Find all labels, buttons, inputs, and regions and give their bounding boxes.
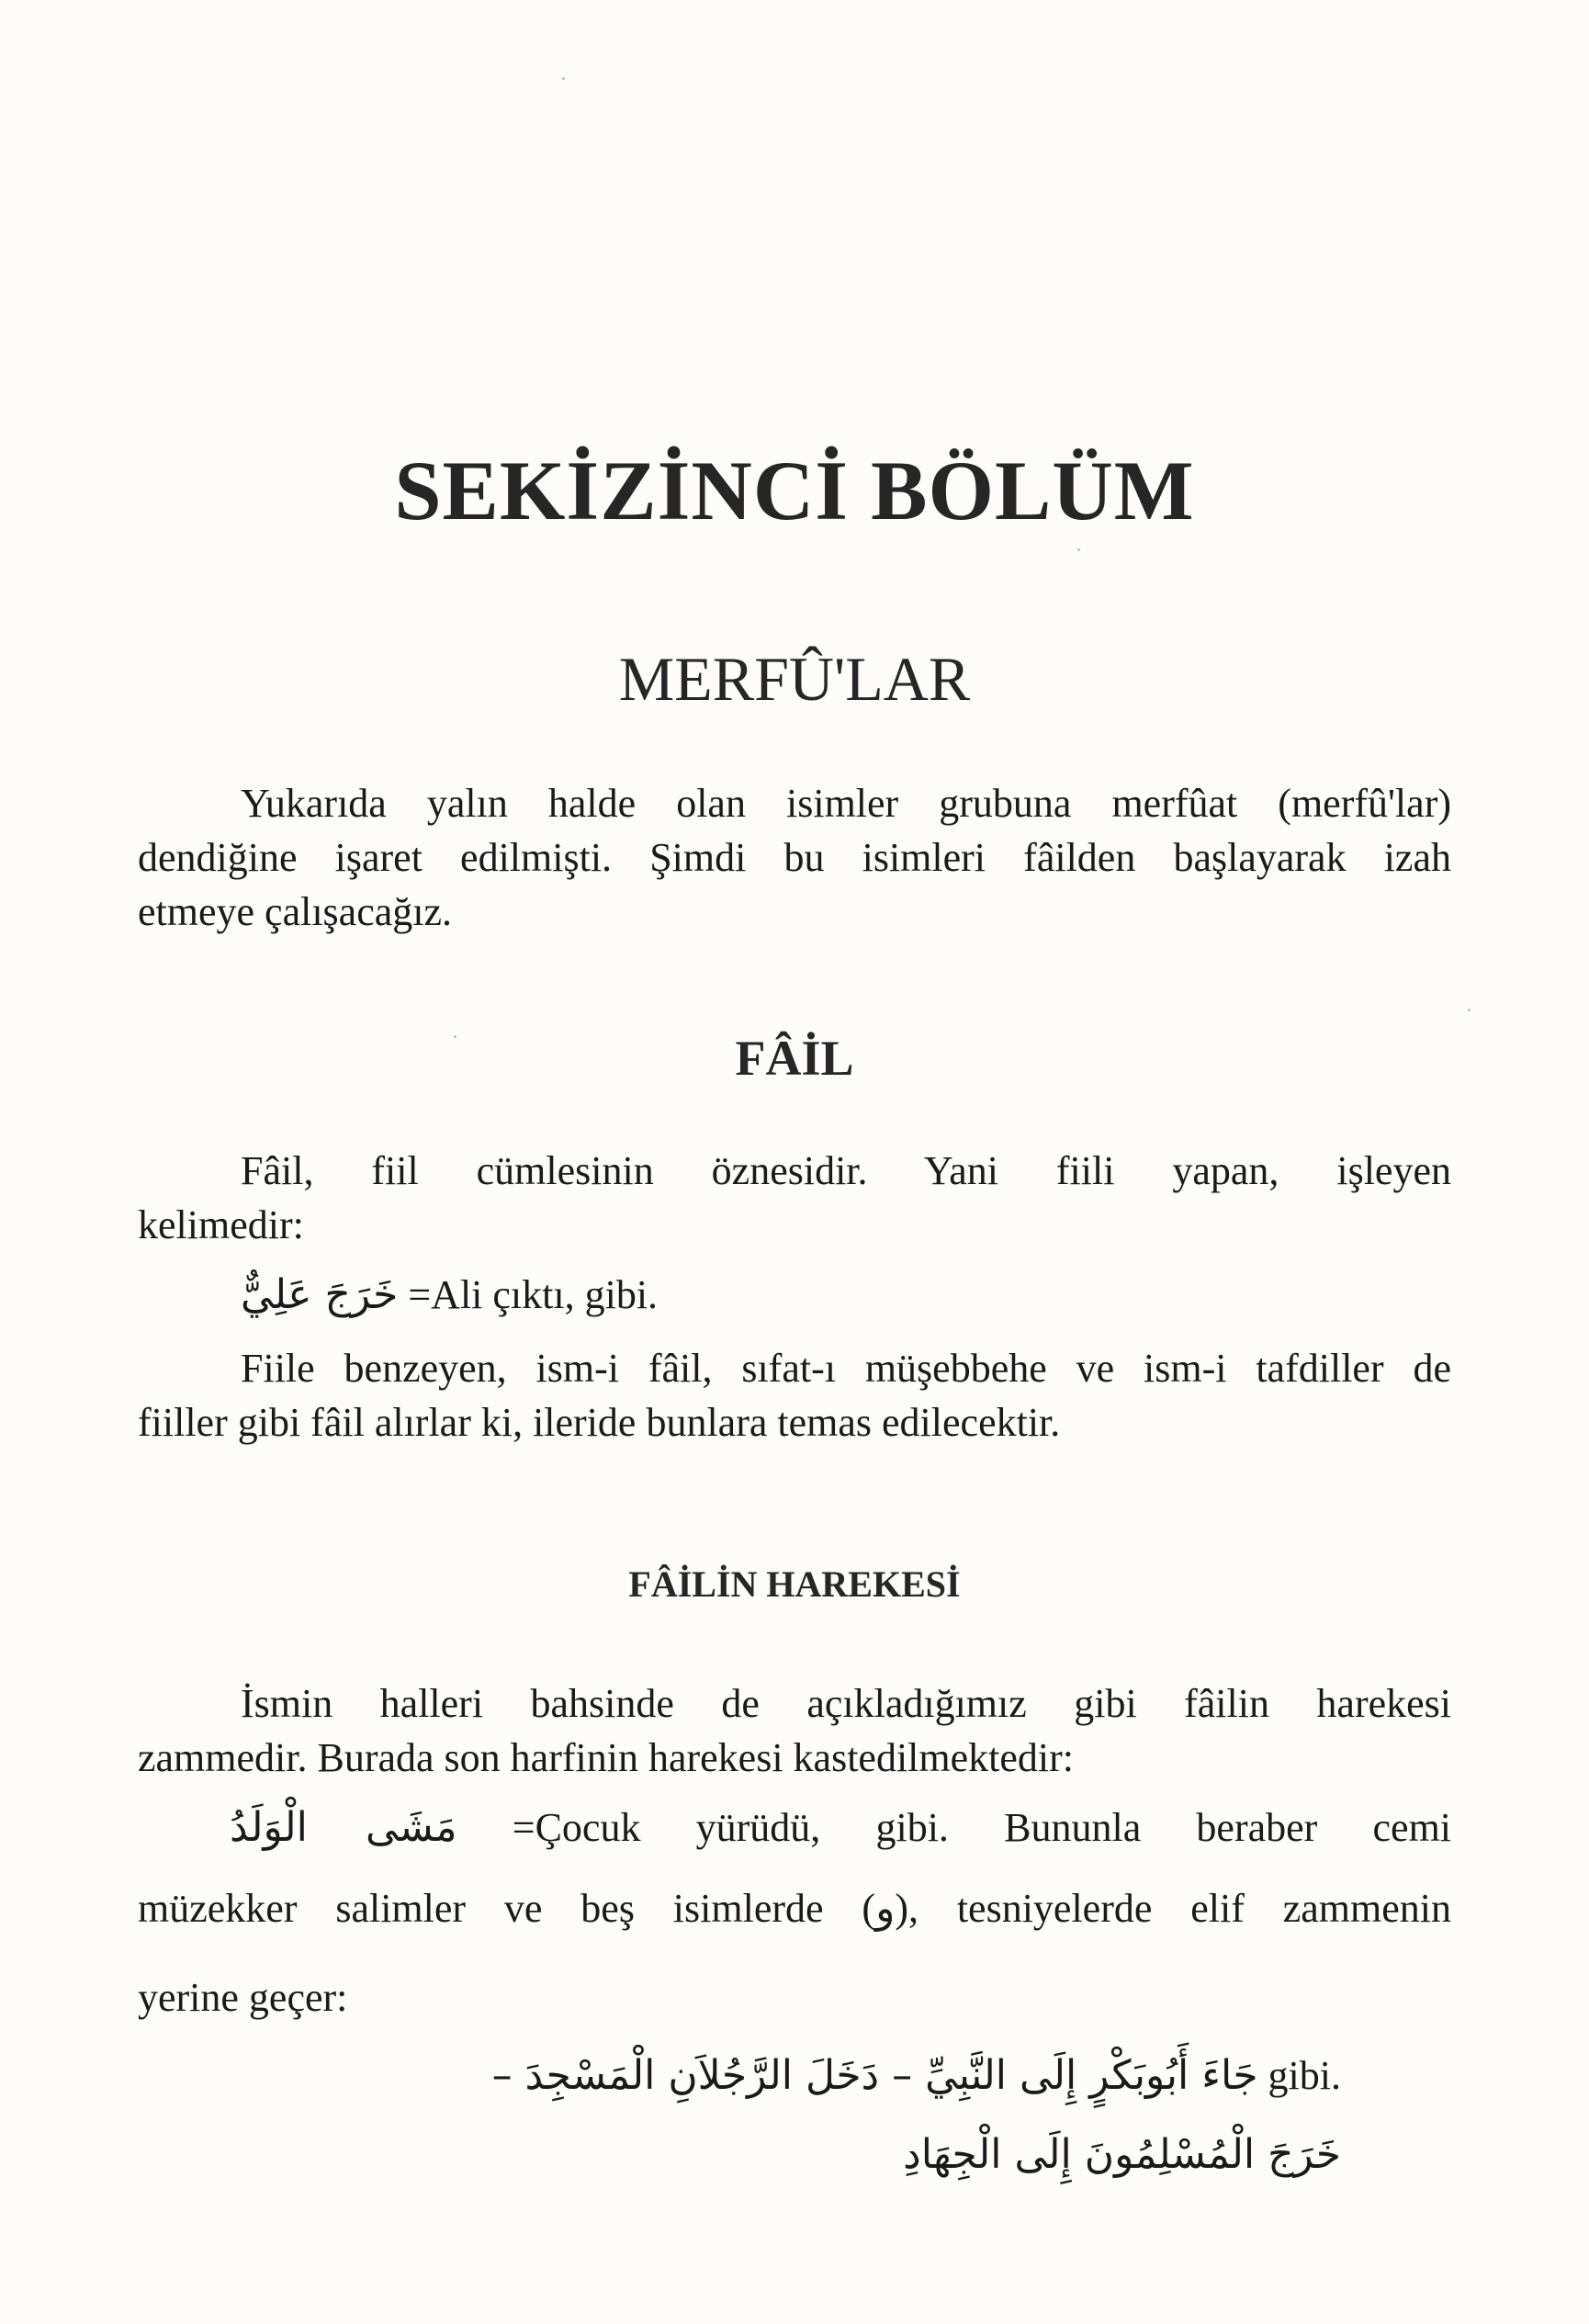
section-title: MERFÛ'LAR bbox=[618, 644, 971, 714]
harekesi-line-1: İsmin halleri bahsinde de açıkladığımız gibi fâilin harekesi bbox=[241, 1681, 1451, 1726]
example-2-translation: =Çocuk yürüdü, gibi. Bununla beraber cemi bbox=[512, 1805, 1452, 1850]
speck bbox=[1468, 1009, 1471, 1011]
example-2-line bbox=[138, 1800, 1451, 1855]
intro-line-2: dendiğine işaret edilmişti. Şimdi bu isimleri fâilden başlayarak izah bbox=[138, 835, 1451, 880]
example-4 bbox=[138, 2127, 1341, 2183]
fail-heading: FÂİL bbox=[735, 1031, 854, 1086]
harekesi-continued bbox=[138, 1881, 1451, 1935]
example-2 bbox=[138, 1800, 1451, 1855]
fail-definition bbox=[138, 1144, 1451, 1252]
example-3-arabic: جَاءَ أَبُوبَكْرٍ إِلَى النَّبِيِّ – دَخَلَ الرَّجُلاَنِ الْمَسْجِدَ – bbox=[491, 2052, 1258, 2099]
fail-note-line-1: Fiile benzeyen, ism-i fâil, sıfat-ı müşebbehe ve ism-i tafdiller de bbox=[241, 1346, 1451, 1391]
harekesi-heading: FÂİLİN HAREKESİ bbox=[628, 1563, 961, 1605]
speck bbox=[1077, 548, 1080, 551]
fail-def-line-1: Fâil, fiil cümlesinin öznesidir. Yani fiili yapan, işleyen bbox=[241, 1148, 1451, 1193]
harekesi-continued-2 bbox=[138, 1970, 1451, 2025]
example-4-arabic: خَرَجَ الْمُسْلِمُونَ إِلَى الْجِهَادِ bbox=[903, 2131, 1341, 2178]
example-1-translation: =Ali çıktı, gibi. bbox=[408, 1272, 659, 1317]
harekesi-paragraph bbox=[138, 1676, 1451, 1785]
harekesi-cont-b: ), tesniyelerde elif zammenin bbox=[895, 1886, 1451, 1931]
example-1 bbox=[241, 1268, 658, 1322]
harekesi-cont-a: müzekker salimler ve beş isimlerde ( bbox=[138, 1886, 876, 1931]
example-1-arabic: خَرَجَ عَلِيٌّ bbox=[241, 1271, 399, 1318]
example-3-suffix: gibi. bbox=[1268, 2053, 1341, 2098]
chapter-title: SEKİZİNCİ BÖLÜM bbox=[394, 444, 1195, 537]
example-3 bbox=[138, 2048, 1341, 2104]
speck bbox=[454, 1035, 456, 1038]
harekesi-line-2: zammedir. Burada son harfinin harekesi kastedilmektedir: bbox=[138, 1735, 1075, 1780]
fail-note bbox=[138, 1341, 1451, 1450]
example-2-arabic: مَشَى الْوَلَدُ bbox=[230, 1804, 457, 1851]
fail-def-line-2: kelimedir: bbox=[138, 1202, 304, 1247]
waw-letter: و bbox=[875, 1885, 896, 1932]
intro-paragraph bbox=[138, 776, 1451, 939]
harekesi-cont-line-1 bbox=[138, 1881, 1451, 1935]
intro-line-3: etmeye çalışacağız. bbox=[138, 889, 453, 934]
intro-line-1: Yukarıda yalın halde olan isimler grubuna merfûat (merfû'lar) bbox=[241, 781, 1451, 826]
speck bbox=[562, 77, 565, 80]
fail-note-line-2: fiiller gibi fâil alırlar ki, ileride bunlara temas edilecektir. bbox=[138, 1400, 1061, 1445]
harekesi-cont-line-2: yerine geçer: bbox=[138, 1975, 348, 2020]
